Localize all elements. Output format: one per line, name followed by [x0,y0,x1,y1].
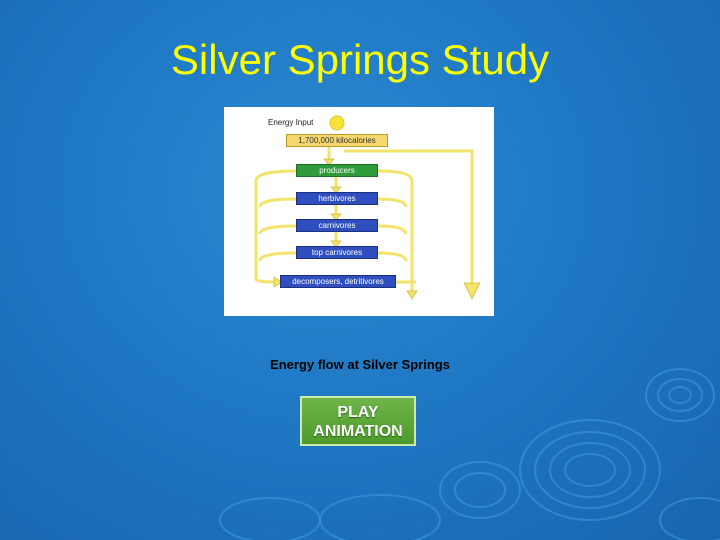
energy-input-value: 1,700,000 kilocalories [286,134,388,147]
level-decomposers: decomposers, detritivores [280,275,396,288]
energy-input-label: Energy Input [268,118,314,127]
energy-flow-diagram [224,107,494,316]
play-button-line2: ANIMATION [313,423,403,440]
level-top-carnivores: top carnivores [296,246,378,259]
level-producers: producers [296,164,378,177]
play-animation-button[interactable] [300,396,416,446]
slide-title: Silver Springs Study [170,36,550,83]
play-button-line1: PLAY [337,404,379,421]
level-carnivores: carnivores [296,219,378,232]
sun-icon [330,116,344,130]
level-herbivores: herbivores [296,192,378,205]
diagram-caption: Energy flow at Silver Springs [270,357,450,372]
